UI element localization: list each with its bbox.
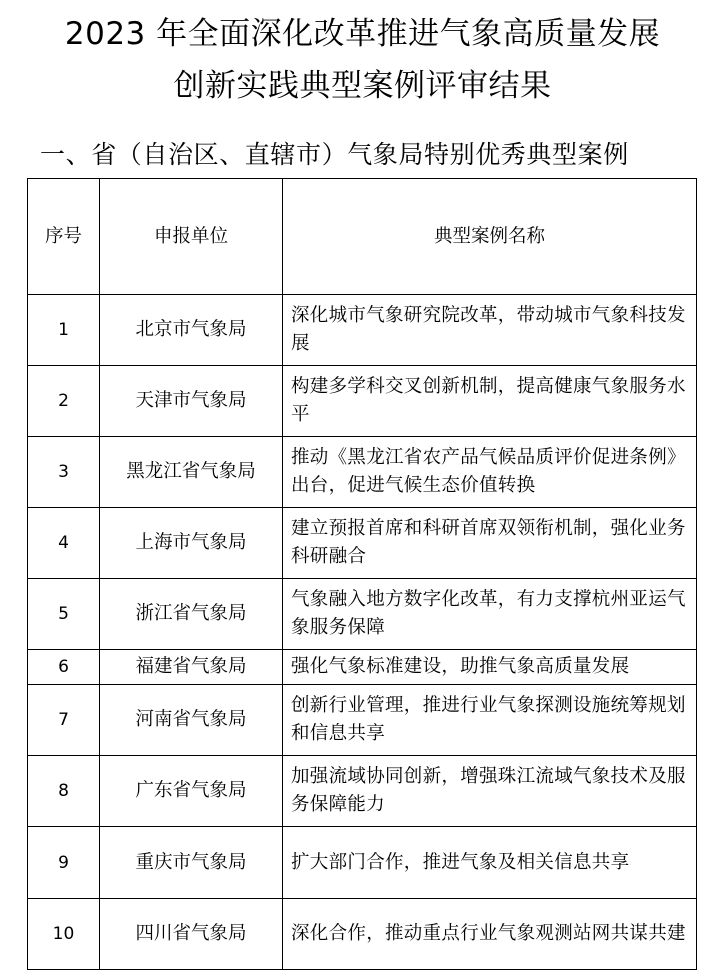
table-row (28, 508, 697, 579)
table-row (28, 756, 697, 827)
row-no: 6 (28, 650, 100, 685)
table-row (28, 827, 697, 899)
header-unit: 申报单位 (100, 179, 283, 295)
table-row (28, 295, 697, 366)
row-no: 2 (28, 366, 100, 437)
header-case-name: 典型案例名称 (283, 179, 697, 295)
row-case-name: 强化气象标准建设，助推气象高质量发展 (283, 650, 697, 685)
row-unit: 北京市气象局 (100, 295, 283, 366)
row-unit: 上海市气象局 (100, 508, 283, 579)
row-case-name: 深化合作，推动重点行业气象观测站网共谋共建 (283, 899, 697, 970)
row-unit: 四川省气象局 (100, 899, 283, 970)
table-row (28, 437, 697, 508)
row-unit: 重庆市气象局 (100, 827, 283, 899)
row-unit: 天津市气象局 (100, 366, 283, 437)
row-no: 4 (28, 508, 100, 579)
header-no: 序号 (28, 179, 100, 295)
document-title-line1: 2023 年全面深化改革推进气象高质量发展 (64, 16, 661, 52)
table-row (28, 366, 697, 437)
row-unit: 黑龙江省气象局 (100, 437, 283, 508)
row-case-name: 气象融入地方数字化改革，有力支撑杭州亚运气象服务保障 (283, 579, 697, 650)
row-no: 8 (28, 756, 100, 827)
row-case-name: 建立预报首席和科研首席双领衔机制，强化业务科研融合 (283, 508, 697, 579)
row-case-name: 推动《黑龙江省农产品气候品质评价促进条例》出台，促进气候生态价值转换 (283, 437, 697, 508)
row-unit: 广东省气象局 (100, 756, 283, 827)
table-row (28, 685, 697, 756)
row-no: 9 (28, 827, 100, 899)
row-no: 10 (28, 899, 100, 970)
row-no: 7 (28, 685, 100, 756)
row-case-name: 构建多学科交叉创新机制，提高健康气象服务水平 (283, 366, 697, 437)
row-case-name: 扩大部门合作，推进气象及相关信息共享 (283, 827, 697, 899)
row-case-name: 创新行业管理，推进行业气象探测设施统筹规划和信息共享 (283, 685, 697, 756)
table-header-row (28, 179, 697, 295)
row-no: 5 (28, 579, 100, 650)
row-unit: 浙江省气象局 (100, 579, 283, 650)
table-body (28, 295, 697, 970)
row-unit: 河南省气象局 (100, 685, 283, 756)
row-no: 1 (28, 295, 100, 366)
row-no: 3 (28, 437, 100, 508)
cases-table (27, 178, 697, 970)
table-row (28, 899, 697, 970)
document-title-line2: 创新实践典型案例评审结果 (173, 68, 552, 104)
table-row (28, 650, 697, 685)
row-unit: 福建省气象局 (100, 650, 283, 685)
row-case-name: 深化城市气象研究院改革，带动城市气象科技发展 (283, 295, 697, 366)
table-row (28, 579, 697, 650)
row-case-name: 加强流域协同创新，增强珠江流域气象技术及服务保障能力 (283, 756, 697, 827)
section-heading: 一、省（自治区、直辖市）气象局特别优秀典型案例 (40, 140, 629, 169)
